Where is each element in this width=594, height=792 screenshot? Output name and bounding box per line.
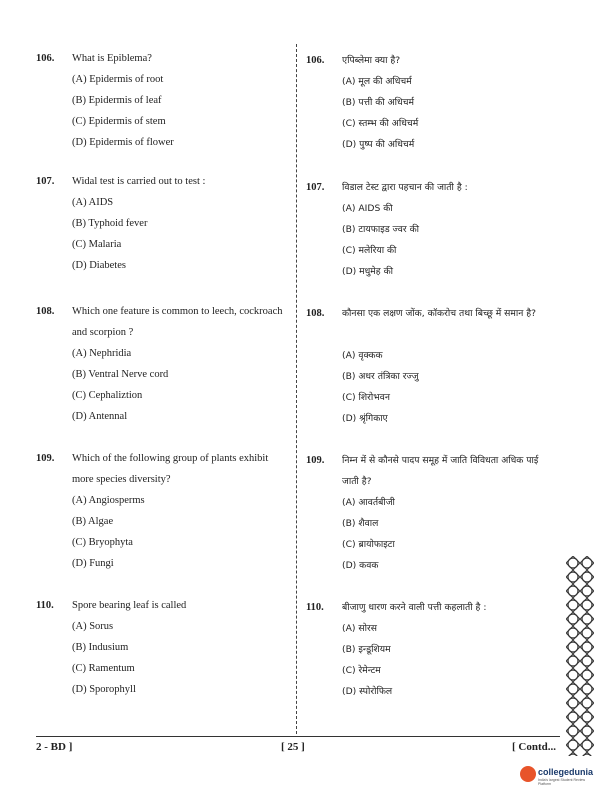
question-number: 109. <box>36 453 55 464</box>
option-b: (B) Indusium <box>72 642 129 653</box>
logo-tagline: India's largest Student Review Platform <box>538 778 585 786</box>
question-number: 110. <box>36 600 54 611</box>
option-a: (A) आवर्तबीजी <box>342 497 395 508</box>
option-c: (C) Bryophyta <box>72 537 133 548</box>
option-d: (D) पुष्प की अधिचर्म <box>342 139 415 150</box>
option-a: (A) Angiosperms <box>72 495 145 506</box>
option-c: (C) रेमेन्टम <box>342 665 381 676</box>
question-text: निम्न में से कौनसे पादप समूह में जाति विविधता अधिक पाई जाती है? <box>342 455 539 487</box>
option-c: (C) Cephaliztion <box>72 390 143 401</box>
option-c: (C) ब्रायोफाइटा <box>342 539 395 550</box>
option-a: (A) Nephridia <box>72 348 132 359</box>
question-number: 108. <box>306 308 325 319</box>
question-text: Spore bearing leaf is called <box>72 600 187 611</box>
question-text: बीजाणु धारण करने वाली पत्ती कहलाती है : <box>342 602 487 613</box>
decorative-pattern <box>566 556 594 756</box>
option-c: (C) Ramentum <box>72 663 135 674</box>
option-b: (B) पत्ती की अधिचर्म <box>342 97 414 108</box>
option-a: (A) मूल की अधिचर्म <box>342 76 412 87</box>
option-d: (D) Sporophyll <box>72 684 136 695</box>
option-d: (D) कवक <box>342 560 379 571</box>
option-a: (A) Sorus <box>72 621 114 632</box>
question-number: 106. <box>36 53 55 64</box>
option-b: (B) टायफाइड ज्वर की <box>342 224 420 235</box>
option-a: (A) सोरस <box>342 623 377 634</box>
footer-rule <box>36 736 560 737</box>
footer-code: 2 - BD ] <box>36 741 73 753</box>
question-number: 110. <box>306 602 324 613</box>
option-c: (C) Epidermis of stem <box>72 116 166 127</box>
collegedunia-logo <box>520 764 594 788</box>
option-c: (C) शिरोभवन <box>342 392 390 403</box>
option-d: (D) Diabetes <box>72 260 126 271</box>
divider <box>296 44 297 734</box>
option-d: (D) Antennal <box>72 411 128 422</box>
page-number: [ 25 ] <box>281 741 305 753</box>
option-b: (B) शैवाल <box>342 518 379 529</box>
option-b: (B) Typhoid fever <box>72 218 148 229</box>
continued-label: [ Contd... <box>512 741 557 753</box>
logo-mark-icon <box>520 766 536 782</box>
question-text: What is Epiblema? <box>72 53 152 64</box>
option-b: (B) अधर तंत्रिका रज्जु <box>342 371 419 382</box>
question-text: विडाल टेस्ट द्वारा पहचान की जाती है : <box>342 182 468 193</box>
option-d: (D) श्रृंगिकाए <box>342 413 388 424</box>
option-b: (B) Epidermis of leaf <box>72 95 162 106</box>
logo-name: collegedunia <box>538 767 594 777</box>
option-d: (D) Fungi <box>72 558 114 569</box>
option-a: (A) वृक्कक <box>342 350 383 361</box>
question-number: 107. <box>36 176 55 187</box>
option-d: (D) Epidermis of flower <box>72 137 174 148</box>
question-text: Which of the following group of plants exhibit more species diversity? <box>72 453 269 485</box>
question-number: 106. <box>306 55 325 66</box>
option-b: (B) Algae <box>72 516 114 527</box>
option-a: (A) AIDS की <box>342 203 393 214</box>
question-text: कौनसा एक लक्षण जोंक, कॉकरोच तथा बिच्छू में समान है? <box>342 308 537 319</box>
option-c: (C) Malaria <box>72 239 122 250</box>
option-c: (C) स्तम्भ की अधिचर्म <box>342 118 419 129</box>
question-text: एपिब्लेमा क्या है? <box>342 55 401 66</box>
question-number: 109. <box>306 455 325 466</box>
question-number: 108. <box>36 306 55 317</box>
option-b: (B) Ventral Nerve cord <box>72 369 169 380</box>
option-a: (A) AIDS <box>72 197 114 208</box>
question-text: Widal test is carried out to test : <box>72 176 206 187</box>
option-a: (A) Epidermis of root <box>72 74 164 85</box>
question-text: Which one feature is common to leech, cockroach and scorpion ? <box>72 306 283 338</box>
option-d: (D) मधुमेह की <box>342 266 394 277</box>
option-b: (B) इन्डूशियम <box>342 644 391 655</box>
option-d: (D) स्पोरोफिल <box>342 686 393 697</box>
question-number: 107. <box>306 182 325 193</box>
option-c: (C) मलेरिया की <box>342 245 397 256</box>
